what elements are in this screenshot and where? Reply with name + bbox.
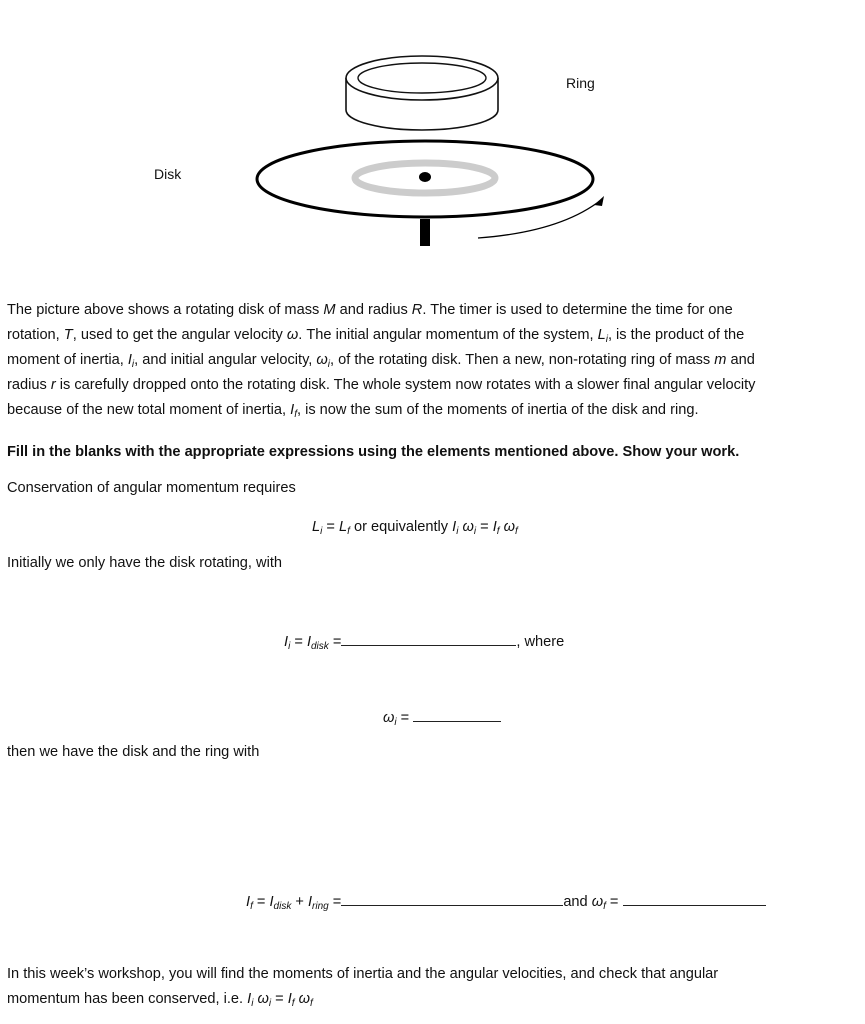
subscript: i (251, 998, 254, 1009)
final-omega-blank[interactable] (623, 891, 766, 906)
text-segment: = (396, 710, 414, 726)
subscript: f (496, 526, 500, 537)
text-segment: I (246, 894, 251, 910)
text-segment: , and initial angular velocity, (134, 352, 317, 368)
initial-omega-line (383, 707, 501, 729)
paragraph-line (7, 376, 755, 394)
text-segment: momentum has been conserved, i.e. (7, 991, 248, 1007)
subscript: i (327, 359, 331, 370)
text-segment: I (247, 991, 252, 1007)
disk-label: Disk (154, 166, 182, 182)
initial-inertia-blank[interactable] (341, 631, 516, 646)
wf-expression (563, 894, 622, 910)
text-segment: I (306, 634, 311, 650)
text-segment: I (284, 634, 289, 650)
subscript: f (347, 526, 350, 537)
text-segment: I (307, 894, 313, 910)
subscript: disk (311, 641, 329, 652)
paragraph-line (7, 326, 744, 346)
initial-omega-blank[interactable] (413, 707, 501, 722)
text-segment: or equivalently (349, 519, 453, 535)
subscript: f (309, 998, 313, 1009)
text-segment: L (597, 327, 606, 343)
shaft (420, 219, 430, 246)
text-segment: = (328, 894, 342, 910)
disk-illustration (257, 141, 593, 246)
subscript: i (131, 359, 135, 370)
text-segment: moment of inertia, (7, 352, 128, 368)
ring-label: Ring (566, 75, 595, 91)
text-segment: . The initial angular momentum of the system, (298, 327, 598, 343)
text-segment: ω (286, 327, 299, 343)
text-segment: ω (591, 894, 604, 910)
paragraph-line (7, 351, 755, 371)
text-segment: because of the new total moment of inertia, (7, 402, 291, 418)
text-segment: L (339, 519, 348, 535)
text-segment: I (269, 894, 274, 910)
instruction: Fill in the blanks with the appropriate expressions using the elements mentioned above. Show your work. (7, 444, 740, 460)
paragraph-line (7, 401, 699, 421)
text-segment: , used to get the angular velocity (72, 327, 287, 343)
text-segment: = (271, 991, 288, 1007)
text-segment: radius (7, 377, 51, 393)
text-segment: T (63, 327, 73, 343)
text-segment: The picture above shows a rotating disk of mass (7, 302, 324, 318)
text-segment: = (605, 894, 623, 910)
text-segment: and (726, 352, 755, 368)
conservation-intro: Conservation of angular momentum requires (7, 480, 296, 496)
text-segment: = (290, 634, 307, 650)
text-segment: = (252, 894, 270, 910)
text-segment: I (287, 991, 292, 1007)
then-text: then we have the disk and the ring with (7, 744, 260, 760)
text-segment: , is the product of the (607, 327, 745, 343)
text-segment: I (290, 402, 295, 418)
subscript: i (394, 717, 397, 728)
paragraph-line (7, 301, 733, 319)
text-segment: and radius (335, 302, 412, 318)
wi-expression (383, 710, 413, 726)
text-segment: I (492, 519, 497, 535)
text-segment: M (323, 302, 336, 318)
text-segment: m (714, 352, 727, 368)
final-inertia-blank[interactable] (341, 891, 563, 906)
subscript: f (514, 526, 518, 537)
initially-text: Initially we only have the disk rotating, with (7, 555, 282, 571)
text-segment: = (328, 634, 342, 650)
text-segment: is carefully dropped onto the rotating disk. The whole system now rotates with a slower final angular velocity (55, 377, 756, 393)
paragraph-line (7, 965, 718, 983)
text-segment: + (291, 894, 308, 910)
text-segment: and (563, 894, 592, 910)
ii-expression (284, 634, 341, 650)
subscript: i (288, 641, 291, 652)
text-segment: R (411, 302, 423, 318)
subscript: f (250, 901, 253, 912)
text-segment: rotation, (7, 327, 64, 343)
text-segment: ω (294, 991, 310, 1007)
where-text: , where (516, 634, 565, 650)
subscript: i (605, 334, 608, 345)
subscript: i (473, 526, 477, 537)
text-segment: , of the rotating disk. Then a new, non-rotating ring of mass (330, 352, 715, 368)
subscript: ring (312, 901, 329, 912)
subscript: f (294, 409, 297, 420)
text-segment: = (476, 519, 493, 535)
subscript: f (603, 901, 606, 912)
text-segment: = (322, 519, 339, 535)
initial-inertia-line (284, 631, 564, 653)
text-segment: . The timer is used to determine the time for one (422, 302, 733, 318)
subscript: i (456, 526, 459, 537)
text-segment: ω (383, 710, 395, 726)
final-inertia-line (246, 891, 766, 913)
text-segment: ω (499, 519, 515, 535)
text-segment: I (127, 352, 132, 368)
text-segment: L (312, 519, 321, 535)
text-segment: ω (458, 519, 474, 535)
text-segment: r (50, 377, 56, 393)
if-expression (246, 894, 341, 910)
subscript: f (291, 998, 295, 1009)
text-segment: , is now the sum of the moments of inertia of the disk and ring. (296, 402, 699, 418)
text-segment: ω (253, 991, 269, 1007)
text-segment: ω (316, 352, 328, 368)
subscript: i (268, 998, 272, 1009)
conservation-equation (312, 518, 518, 538)
subscript: disk (273, 901, 292, 912)
text-segment: I (452, 519, 457, 535)
ring-illustration (346, 56, 498, 130)
text-segment: In this week’s workshop, you will find the moments of inertia and the angular velocities, and check that angular (7, 966, 719, 982)
subscript: i (320, 526, 323, 537)
paragraph-line (7, 990, 313, 1010)
disk-ring-figure (0, 0, 865, 260)
